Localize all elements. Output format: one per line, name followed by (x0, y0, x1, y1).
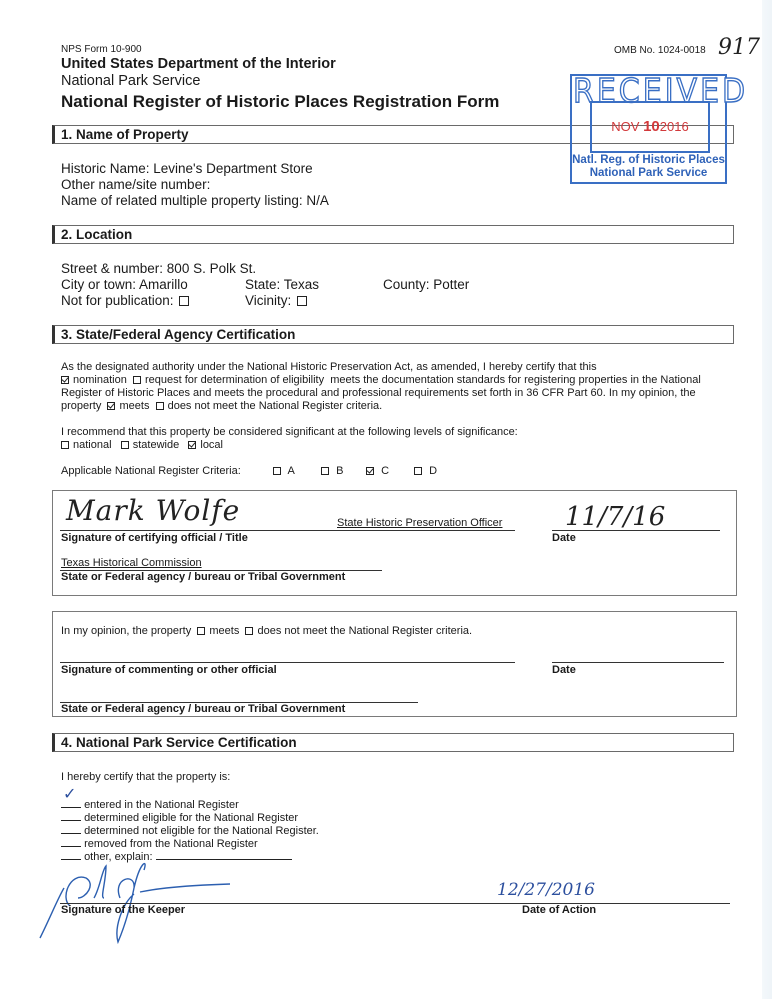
certification-para-line-4: property meets does not meet the National Register criteria. (61, 400, 383, 412)
commenting-date-label: Date (552, 664, 576, 676)
department-name: United States Department of the Interior (61, 56, 336, 72)
comment-meets-checkbox[interactable] (197, 627, 205, 635)
eligible-blank[interactable] (61, 810, 81, 821)
certifying-signature: Mark Wolfe (66, 494, 241, 527)
criteria-b: B (321, 465, 343, 478)
not-for-publication: Not for publication: (61, 293, 193, 309)
certifying-date: 11/7/16 (565, 502, 666, 532)
nps-option-removed: removed from the National Register (61, 836, 258, 851)
national-checkbox[interactable] (61, 441, 69, 449)
agency-label: State or Federal agency / bureau or Tribal Government (61, 571, 346, 583)
agency-name: National Park Service (61, 73, 201, 89)
state: State: Texas (245, 277, 320, 292)
certification-para-line-3: Register of Historic Places and meets the procedural and professional requirements set forth in 36 CFR Part 60. In my opinion, the (61, 387, 696, 399)
section-2-header (52, 225, 734, 244)
commenting-signature-line (60, 662, 515, 663)
criteria-d: D (414, 465, 437, 478)
action-date: 12/27/2016 (497, 880, 595, 900)
nps-option-other: other, explain: (61, 849, 292, 864)
nps-option-eligible: determined eligible for the National Register (61, 810, 298, 825)
commenting-date-line (552, 662, 724, 663)
date-line (552, 530, 720, 531)
section-3-header (52, 325, 734, 344)
city-town: City or town: Amarillo (61, 277, 188, 292)
form-number: NPS Form 10-900 (61, 44, 142, 55)
certification-para-line-2: nomination request for determination of eligibility meets the documentation standards for registering properties in the National (61, 374, 701, 387)
stamp-date: NOV 102016 (611, 118, 689, 135)
certification-para-line-1: As the designated authority under the National Historic Preservation Act, as amended, I hereby certify that this (61, 361, 597, 373)
entered-blank[interactable] (61, 784, 81, 808)
county: County: Potter (383, 277, 470, 292)
certifying-title: State Historic Preservation Officer (337, 517, 503, 529)
signature-line (60, 530, 515, 531)
local-checkbox[interactable] (188, 441, 196, 449)
scan-edge (762, 0, 772, 999)
form-title: National Register of Historic Places Registration Form (61, 92, 500, 111)
omb-number: OMB No. 1024-0018 (614, 45, 706, 56)
nomination-checkbox[interactable] (61, 376, 69, 384)
significance-levels: national statewide local (61, 439, 223, 452)
not-eligible-blank[interactable] (61, 823, 81, 834)
multiple-property-listing: Name of related multiple property listing: N/A (61, 193, 329, 208)
removed-blank[interactable] (61, 836, 81, 847)
stamp-word: RECEIVED (573, 72, 749, 111)
request-checkbox[interactable] (133, 376, 141, 384)
criteria-label: Applicable National Register Criteria: (61, 465, 241, 477)
handwritten-ref: 917 (718, 35, 760, 60)
other-name: Other name/site number: (61, 177, 211, 192)
commenting-opinion: In my opinion, the property meets does not meet the National Register criteria. (61, 625, 473, 637)
commenting-agency-label: State or Federal agency / bureau or Tribal Government (61, 703, 346, 715)
nps-certify-intro: I hereby certify that the property is: (61, 771, 231, 783)
comment-does-not-meet-checkbox[interactable] (245, 627, 253, 635)
significance-recommendation: I recommend that this property be considered significant at the following levels of significance: (61, 426, 518, 438)
section-4-title: 4. National Park Service Certification (61, 735, 297, 750)
street-number: Street & number: 800 S. Polk St. (61, 261, 257, 276)
criteria-a: A (273, 465, 295, 478)
checkmark-icon: ✓ (63, 784, 77, 803)
section-1-title: 1. Name of Property (61, 127, 189, 142)
nps-option-entered: ✓ entered in the National Register (63, 784, 239, 811)
criteria-b-checkbox[interactable] (321, 467, 329, 475)
nps-option-not-eligible: determined not eligible for the National Register. (61, 823, 319, 838)
criteria-c: C (366, 465, 389, 478)
keeper-signature-label: Signature of the Keeper (61, 904, 186, 916)
criteria-a-checkbox[interactable] (273, 467, 281, 475)
criteria-d-checkbox[interactable] (414, 467, 422, 475)
vicinity-checkbox[interactable] (297, 296, 307, 306)
does-not-meet-checkbox[interactable] (156, 402, 164, 410)
stamp-footer: Natl. Reg. of Historic Places National Park Service (572, 154, 725, 179)
commenting-signature-label: Signature of commenting or other official (61, 664, 277, 676)
section-4-header (52, 733, 734, 752)
statewide-checkbox[interactable] (121, 441, 129, 449)
meets-checkbox[interactable] (107, 402, 115, 410)
date-of-action-label: Date of Action (522, 904, 597, 916)
criteria-c-checkbox[interactable] (366, 467, 374, 475)
date-label: Date (552, 532, 576, 544)
not-for-publication-checkbox[interactable] (179, 296, 189, 306)
section-2-title: 2. Location (61, 227, 133, 242)
signature-label: Signature of certifying official / Title (61, 532, 248, 544)
historic-name: Historic Name: Levine's Department Store (61, 161, 313, 176)
certifying-agency: Texas Historical Commission (61, 557, 202, 569)
vicinity: Vicinity: (245, 293, 311, 309)
section-3-title: 3. State/Federal Agency Certification (61, 327, 296, 342)
